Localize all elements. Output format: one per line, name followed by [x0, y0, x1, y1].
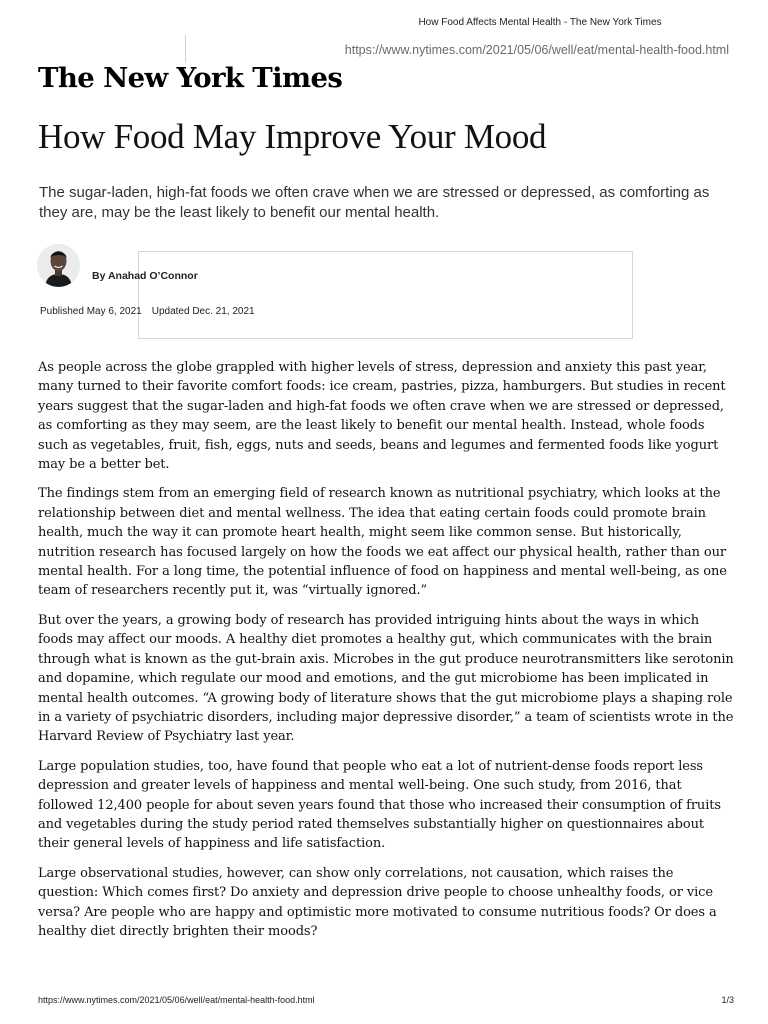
updated-date: Updated Dec. 21, 2021 [151, 306, 255, 317]
body-paragraph: As people across the globe grappled with higher levels of stress, depression and anxiety this past year, many turned to their favorite comfort foods: ice cream, pastries, pizza, hamburgers. But studies in recent years suggest that the sugar-laden and high-fat foods we often crave when we are stressed or depressed, as comforting as they may seem, are the least likely to benefit our mental health. Instead, whole foods such as vegetables, fruit, fish, eggs, nuts and seeds, beans and legumes and fermented foods like yogurt may be a better bet. [38, 360, 726, 473]
body-paragraph: Large observational studies, however, can show only correlations, not causation, which raises the question: Which comes first? Do anxiety and depression drive people to choose unhealthy foods, or vice versa? Are people who are happy and optimistic more motivated to consume nutritious foods? Or does a healthy diet directly brighten their moods? [38, 865, 717, 939]
author-avatar[interactable] [37, 244, 80, 287]
print-footer-page-number: 1/3 [721, 995, 734, 1005]
body-paragraph: The findings stem from an emerging field of research known as nutritional psychiatry, which looks at the relationship between diet and mental wellness. The idea that eating certain foods could promote brain health, much the way it can promote heart health, might seem like common sense. But historically, nutrition research has focused largely on how the foods we eat affect our physical health, rather than our mental health. For a long time, the potential influence of food on happiness and mental well-being, as one team of researchers recently put it, was “virtually ignored.” [38, 486, 727, 599]
body-paragraph: Large population studies, too, have found that people who eat a lot of nutrient-dense foods report less depression and greater levels of happiness and mental well-being. One such study, from 2016, that followed 12,400 people for about seven years found that those who increased their consumption of fruits and vegetables during the study period rated themselves substantially higher on questionnaires about their general levels of happiness and life satisfaction. [38, 758, 721, 852]
body-paragraph: But over the years, a growing body of research has provided intriguing hints about the ways in which foods may affect our moods. A healthy diet promotes a healthy gut, which communicates with the brain through what is known as the gut-brain axis. Microbes in the gut produce neurotransmitters like serotonin and dopamine, which regulate our mood and emotions, and the gut microbiome has been implicated in mental health outcomes. “A growing body of literature shows that the gut microbiome plays a shaping role in a variety of psychiatric disorders, including major depressive disorder,” a team of scientists wrote in the Harvard Review of Psychiatry last year. [38, 612, 734, 745]
article-headline: How Food May Improve Your Mood [38, 117, 547, 156]
divider [185, 35, 186, 63]
author-byline[interactable]: By Anahad O’Connor [92, 270, 198, 282]
print-header-url[interactable]: https://www.nytimes.com/2021/05/06/well/eat/mental-health-food.html [344, 43, 729, 57]
article-summary: The sugar-laden, high-fat foods we often crave when we are stressed or depressed, as comforting as they are, may be the least likely to benefit our mental health. [39, 184, 710, 221]
author-photo-icon [37, 244, 80, 287]
published-date: Published May 6, 2021 [40, 306, 142, 317]
ad-placeholder [138, 251, 633, 339]
print-footer-url[interactable]: https://www.nytimes.com/2021/05/06/well/eat/mental-health-food.html [38, 995, 315, 1005]
article-body [38, 358, 734, 951]
nyt-logo[interactable]: The New York Times [38, 62, 343, 94]
print-header-title: How Food Affects Mental Health - The New York Times [418, 17, 662, 28]
article-dates [40, 306, 255, 317]
